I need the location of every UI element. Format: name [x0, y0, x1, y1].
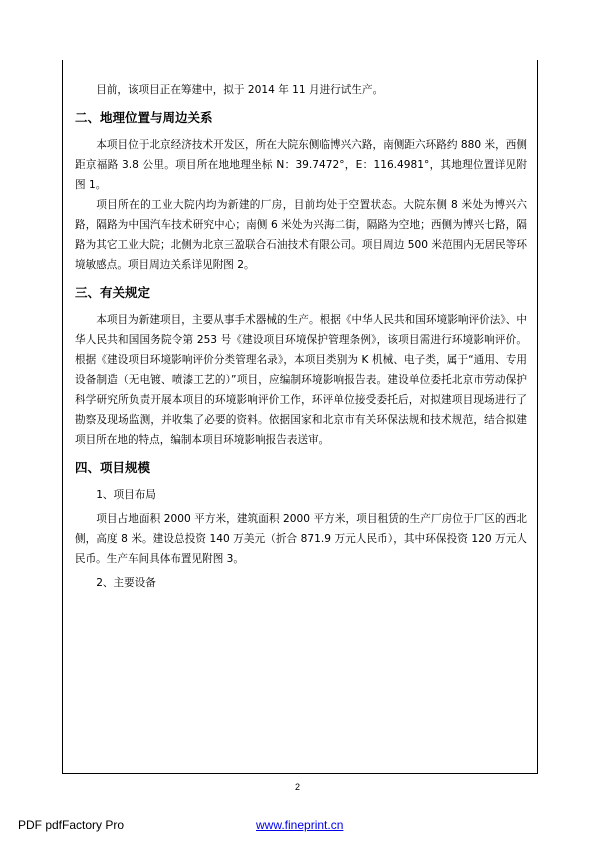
- paragraph: 项目占地面积 2000 平方米，建筑面积 2000 平方米，项目租赁的生产厂房位于厂区的西北侧，高度 8 米。建设总投资 140 万美元（折合 871.9 万元人民币），其中环保投资 120 万元人民币。生产车间具体布置见附图 3。: [75, 513, 527, 565]
- section-heading: 二、地理位置与周边关系: [75, 110, 213, 125]
- paragraph: 本项目为新建项目，主要从事手术器械的生产。根据《中华人民共和国环境影响评价法》、中华人民共和国国务院令第 253 号《建设项目环境保护管理条例》，该项目需进行环境影响评价。根据《建设项目环境影响评价分类管理名录》，本项目类别为 K 机械、电子类，属于“通用、专用设备制造（无电镀、喷漆工艺的）”项目，应编制环境影响报告表。建设单位委托北京市劳动保护科学研究所负责开展本项目的环境影响评价工作，环评单位接受委托后，对拟建项目现场进行了勘察及现场监测，并收集了必要的资料。依据国家和北京市有关环保法规和技术规范，结合拟建项目所在地的特点，编制本项目环境影响报告表送审。: [75, 314, 527, 446]
- paragraph: 本项目位于北京经济技术开发区，所在大院东侧临博兴六路，南侧距六环路约 880 米，西侧距京福路 3.8 公里。项目所在地地理坐标 N：39.7472°，E：116.4981°，其地理位置详见附图 1。: [75, 139, 527, 191]
- document-body: [75, 80, 527, 593]
- footer-link[interactable]: www.fineprint.cn: [256, 818, 344, 832]
- paragraph: 目前，该项目正在筹建中，拟于 2014 年 11 月进行试生产。: [96, 84, 384, 96]
- subsection-label: 1、项目布局: [96, 489, 156, 501]
- section-heading: 四、项目规模: [75, 460, 151, 475]
- section-heading: 三、有关规定: [75, 285, 151, 300]
- footer-producer: PDF pdfFactory Pro: [18, 818, 125, 832]
- paragraph: 项目所在的工业大院内均为新建的厂房，目前均处于空置状态。大院东侧 8 米处为博兴六路，隔路为中国汽车技术研究中心；南侧 6 米处为兴海二街，隔路为空地；西侧为博兴七路，隔路为其它工业大院；北侧为北京三盈联合石油技术有限公司。项目周边 500 米范围内无居民等环境敏感点。项目周边关系详见附图 2。: [75, 199, 527, 271]
- subsection-label: 2、主要设备: [96, 577, 156, 589]
- page-number: 2: [294, 782, 300, 792]
